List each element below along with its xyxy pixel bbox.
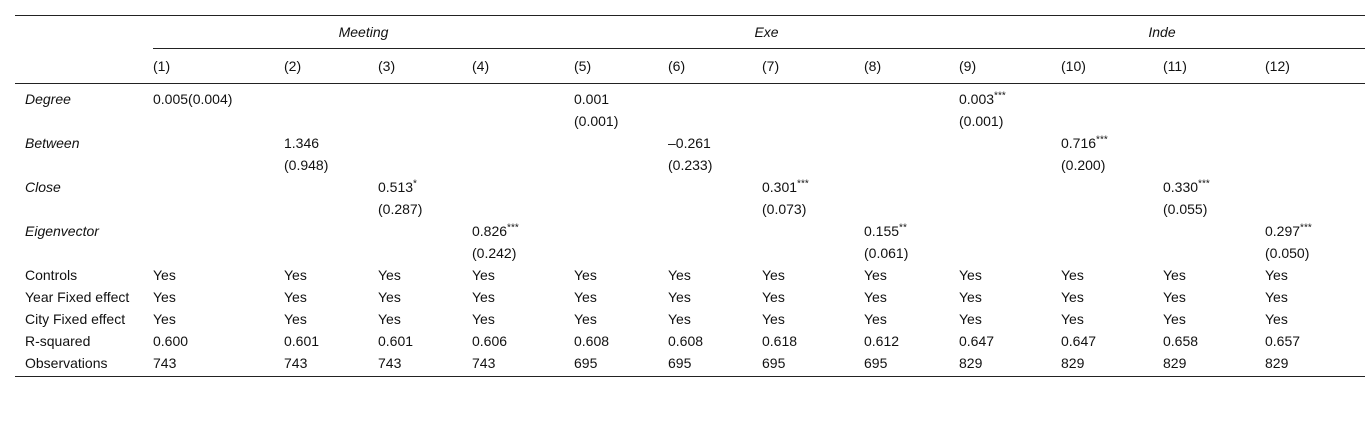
table-cell: 0.657 [1265, 333, 1301, 349]
table-cell: Yes [1061, 311, 1084, 327]
table-cell: Yes [1163, 311, 1186, 327]
table-cell [1163, 132, 1265, 176]
table-cell [378, 220, 472, 264]
row-label: Year Fixed effect [25, 289, 130, 305]
significance-stars: *** [994, 90, 1006, 102]
table-cell: Yes [284, 289, 307, 305]
table-cell: Yes [668, 289, 691, 305]
table-cell: 743 [378, 352, 472, 377]
table-row [15, 286, 1365, 308]
standard-error: (0.050) [1265, 245, 1310, 261]
table-cell [284, 176, 378, 220]
table-cell: Yes [574, 311, 597, 327]
table-cell [574, 132, 668, 176]
table-cell [668, 176, 762, 220]
table-cell: Yes [1061, 289, 1084, 305]
table-cell: Yes [864, 289, 887, 305]
table-cell: 0.608 [668, 333, 704, 349]
coefficient [668, 132, 762, 154]
table-cell: 743 [284, 352, 378, 377]
table-cell [284, 132, 378, 176]
standard-error: (0.001) [574, 113, 619, 129]
standard-error: (0.055) [1163, 201, 1208, 217]
table-row [15, 330, 1365, 352]
table-cell [668, 220, 762, 264]
table-cell [574, 84, 668, 133]
coefficient [1061, 132, 1163, 154]
group-header-meeting: Meeting [153, 16, 574, 49]
table-cell [762, 84, 864, 133]
table-cell [959, 132, 1061, 176]
table-cell [1061, 84, 1163, 133]
table-cell [1265, 176, 1365, 220]
coefficient [378, 176, 472, 198]
coefficient-value: 0.301 [762, 179, 798, 195]
coefficient-value: 0.001 [574, 91, 610, 107]
table-cell [762, 132, 864, 176]
row-label: Eigenvector [25, 223, 99, 239]
table-cell [472, 132, 574, 176]
group-header-inde: Inde [959, 16, 1365, 49]
coefficient [959, 88, 1061, 110]
table-cell: 0.647 [959, 333, 995, 349]
table-cell [153, 176, 284, 220]
table-cell [1061, 176, 1163, 220]
column-header: (4) [472, 49, 574, 84]
table-cell [1265, 132, 1365, 176]
table-cell: Yes [1265, 289, 1288, 305]
row-label: Between [25, 135, 80, 151]
table-cell: Yes [472, 311, 495, 327]
standard-error: (0.200) [1061, 157, 1106, 173]
table-row [15, 352, 1365, 377]
table-cell [284, 220, 378, 264]
table-cell: Yes [378, 267, 401, 283]
coefficient-value: 0.003 [959, 91, 995, 107]
coefficient [762, 176, 864, 198]
table-cell: Yes [668, 311, 691, 327]
table-cell: Yes [284, 267, 307, 283]
table-cell: 695 [762, 352, 864, 377]
coefficient [472, 220, 574, 242]
table-cell [864, 176, 959, 220]
standard-error: (0.287) [378, 201, 423, 217]
coefficient [574, 88, 668, 110]
significance-stars: *** [1300, 222, 1312, 234]
column-header: (9) [959, 49, 1061, 84]
coefficient-value: 0.716 [1061, 135, 1097, 151]
table-cell: Yes [153, 311, 176, 327]
table-cell: 0.606 [472, 333, 508, 349]
table-row [15, 264, 1365, 286]
stub-header [15, 16, 153, 49]
table-cell [378, 132, 472, 176]
significance-stars: ** [899, 222, 907, 234]
column-header: (11) [1163, 49, 1265, 84]
table-row [15, 308, 1365, 330]
table-cell [1163, 220, 1265, 264]
table-cell: Yes [864, 311, 887, 327]
table-cell: Yes [153, 267, 176, 283]
table-cell [153, 84, 284, 133]
table-cell: Yes [864, 267, 887, 283]
table-cell [864, 84, 959, 133]
row-label: City Fixed effect [25, 311, 126, 327]
coefficient [1163, 176, 1265, 198]
table-cell [959, 84, 1061, 133]
table-cell: 829 [1265, 352, 1365, 377]
table-cell: 0.600 [153, 333, 189, 349]
coefficient-value: 0.005(0.004) [153, 91, 233, 107]
table-row [15, 220, 1365, 264]
column-header: (5) [574, 49, 668, 84]
table-cell [284, 84, 378, 133]
column-header: (2) [284, 49, 378, 84]
table-cell [574, 220, 668, 264]
table-cell: Yes [1265, 267, 1288, 283]
table-cell: Yes [1061, 267, 1084, 283]
column-header: (1) [153, 49, 284, 84]
table-cell [1163, 176, 1265, 220]
significance-stars: *** [1198, 178, 1210, 190]
standard-error: (0.073) [762, 201, 807, 217]
table-cell [1265, 220, 1365, 264]
coefficient-value: 1.346 [284, 135, 320, 151]
table-cell [472, 176, 574, 220]
table-cell: 695 [864, 352, 959, 377]
table-cell: 0.601 [284, 333, 320, 349]
coefficient [1265, 220, 1365, 242]
table-cell: Yes [1265, 311, 1288, 327]
table-cell [1265, 84, 1365, 133]
row-label: Degree [25, 91, 71, 107]
table-cell: 0.608 [574, 333, 610, 349]
coefficient-value: 0.155 [864, 223, 900, 239]
table-cell: Yes [762, 311, 785, 327]
table-cell [472, 220, 574, 264]
significance-stars: * [413, 178, 417, 190]
coefficient-value: 0.330 [1163, 179, 1199, 195]
table-cell: Yes [153, 289, 176, 305]
table-cell [378, 176, 472, 220]
row-label: Close [25, 179, 61, 195]
table-cell: Yes [574, 267, 597, 283]
table-cell: Yes [762, 289, 785, 305]
table-cell: Yes [668, 267, 691, 283]
table-cell: Yes [959, 267, 982, 283]
table-cell [472, 84, 574, 133]
column-header: (7) [762, 49, 864, 84]
column-header: (6) [668, 49, 762, 84]
table-cell: 0.618 [762, 333, 798, 349]
significance-stars: *** [507, 222, 519, 234]
coefficient-value: 0.826 [472, 223, 508, 239]
table-cell: Yes [959, 289, 982, 305]
table-cell: Yes [1163, 289, 1186, 305]
coefficient-value: 0.297 [1265, 223, 1301, 239]
row-label: R-squared [25, 333, 91, 349]
table-cell [762, 176, 864, 220]
table-cell: Yes [378, 289, 401, 305]
table-cell [153, 132, 284, 176]
standard-error: (0.233) [668, 157, 713, 173]
table-cell: 743 [472, 352, 574, 377]
table-cell [574, 176, 668, 220]
table-cell [668, 132, 762, 176]
table-cell [959, 176, 1061, 220]
standard-error: (0.948) [284, 157, 329, 173]
column-header: (12) [1265, 49, 1365, 84]
table-cell: Yes [472, 267, 495, 283]
table-cell [153, 220, 284, 264]
standard-error: (0.242) [472, 245, 517, 261]
table-row [15, 176, 1365, 220]
row-label: Observations [15, 352, 153, 377]
row-label: Controls [25, 267, 78, 283]
column-header: (3) [378, 49, 472, 84]
table-cell [1163, 84, 1265, 133]
table-cell: 695 [668, 352, 762, 377]
table-cell: Yes [959, 311, 982, 327]
table-cell [1061, 132, 1163, 176]
group-header-exe: Exe [574, 16, 959, 49]
table-cell: Yes [284, 311, 307, 327]
table-cell [762, 220, 864, 264]
table-cell: 829 [959, 352, 1061, 377]
table-cell: Yes [1163, 267, 1186, 283]
table-cell [864, 132, 959, 176]
table-cell [668, 84, 762, 133]
standard-error: (0.001) [959, 113, 1004, 129]
table-cell: 0.647 [1061, 333, 1097, 349]
column-header: (10) [1061, 49, 1163, 84]
table-cell: 829 [1163, 352, 1265, 377]
table-cell: 743 [153, 352, 284, 377]
table-row [15, 84, 1365, 133]
significance-stars: *** [797, 178, 809, 190]
table-cell: Yes [378, 311, 401, 327]
table-cell: 829 [1061, 352, 1163, 377]
stub-header-2 [15, 49, 153, 84]
table-cell: 0.601 [378, 333, 414, 349]
standard-error: (0.061) [864, 245, 909, 261]
significance-stars: *** [1096, 134, 1108, 146]
table-cell [864, 220, 959, 264]
coefficient [153, 88, 284, 110]
table-cell [1061, 220, 1163, 264]
table-cell [959, 220, 1061, 264]
coefficient-value: 0.513 [378, 179, 414, 195]
table-row [15, 132, 1365, 176]
table-cell: Yes [574, 289, 597, 305]
regression-table [15, 15, 1365, 377]
table-cell: 695 [574, 352, 668, 377]
table-cell [378, 84, 472, 133]
table-cell: Yes [762, 267, 785, 283]
coefficient [284, 132, 378, 154]
column-header: (8) [864, 49, 959, 84]
table-cell: 0.658 [1163, 333, 1199, 349]
coefficient [864, 220, 959, 242]
coefficient-value: –0.261 [668, 135, 711, 151]
table-cell: Yes [472, 289, 495, 305]
table-cell: 0.612 [864, 333, 900, 349]
